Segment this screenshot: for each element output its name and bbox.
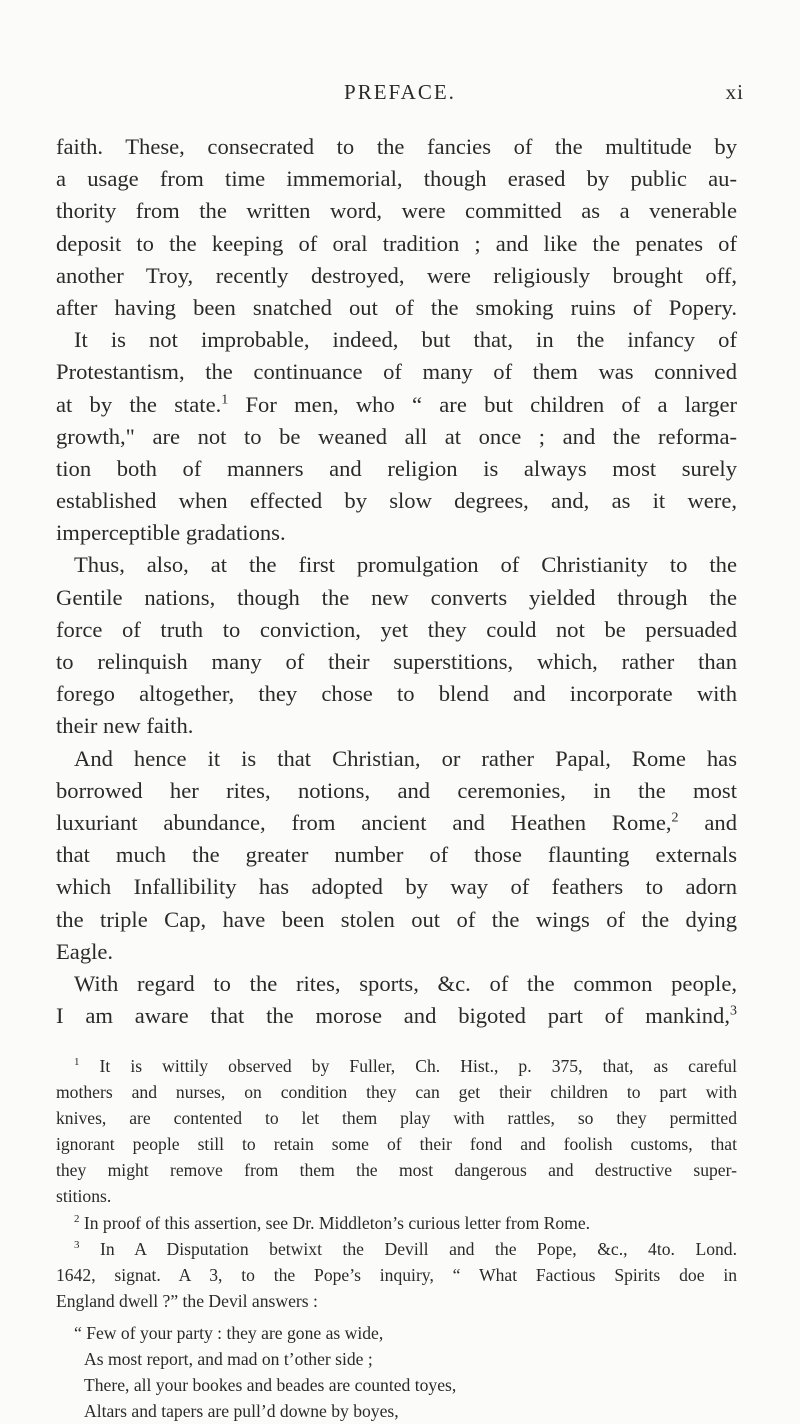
body-line: force of truth to conviction, yet they could not be persuaded bbox=[56, 616, 737, 642]
body-line bbox=[56, 1000, 737, 1032]
body-line: forego altogether, they chose to blend and incorporate with bbox=[56, 681, 737, 707]
body-line: which Infallibility has adopted by way of feathers to adorn bbox=[56, 874, 737, 900]
footnote-line: England dwell ?” the Devil answers : bbox=[56, 1290, 318, 1311]
footnote-number: 2 bbox=[74, 1212, 80, 1225]
body-line: Gentile nations, though the new converts yielded through the bbox=[56, 584, 737, 610]
body-line: It is not improbable, indeed, but that, in the infancy of bbox=[74, 327, 737, 353]
footnote-line: 1642, signat. A 3, to the Pope’s inquiry, “ What Factious Spirits doe in bbox=[56, 1264, 737, 1285]
body-line: deposit to the keeping of oral tradition ; and like the penates of bbox=[56, 230, 737, 256]
body-line: And hence it is that Christian, or rather Papal, Rome has bbox=[74, 745, 737, 771]
footnote-line: they might remove from them the most dangerous and destructive super- bbox=[56, 1160, 737, 1181]
footnote-line: ignorant people still to retain some of their fond and foolish customs, that bbox=[56, 1134, 737, 1155]
body-line: to relinquish many of their superstitions, which, rather than bbox=[56, 649, 737, 674]
running-head bbox=[0, 80, 800, 110]
body-line bbox=[56, 195, 737, 227]
body-line: borrowed her rites, notions, and ceremonies, in the most bbox=[56, 777, 737, 803]
body-line-text: at by the state. bbox=[56, 391, 222, 417]
footnote-line bbox=[56, 1236, 737, 1262]
footnote-text: In A Disputation betwixt the Devill and the Pope, &c., 4to. Lond. bbox=[100, 1238, 737, 1259]
footnote-marker: 3 bbox=[730, 1003, 737, 1019]
body-line: the triple Cap, have been stolen out of the wings of the dying bbox=[56, 906, 737, 932]
footnote-line: knives, are contented to let them play with rattles, so they permitted bbox=[56, 1108, 737, 1129]
body-line: another Troy, recently destroyed, were religiously brought off, bbox=[56, 262, 737, 288]
verse-line: As most report, and mad on t’other side ; bbox=[84, 1349, 373, 1370]
body-line bbox=[56, 389, 737, 421]
body-line-text: For men, who “ are but children of a larger bbox=[228, 391, 738, 417]
body-line: growth," are not to be weaned all at once ; and the reforma- bbox=[56, 423, 737, 449]
quoted-verse bbox=[56, 1320, 737, 1424]
footnotes bbox=[56, 1053, 737, 1424]
body-line: Thus, also, at the first promulgation of Christianity to the bbox=[74, 552, 737, 578]
footnote-line bbox=[56, 1053, 737, 1079]
footnote-line bbox=[56, 1210, 737, 1236]
body-line: Eagle. bbox=[56, 938, 114, 964]
body-line-text: luxuriant abundance, from ancient and Heathen Rome, bbox=[56, 809, 672, 835]
footnote-marker: 1 bbox=[221, 391, 229, 407]
verse-line: There, all your bookes and beades are counted toyes, bbox=[84, 1375, 457, 1396]
footnote-marker: 2 bbox=[671, 810, 679, 826]
body-text bbox=[56, 131, 737, 1032]
body-line-text: I am aware that the morose and bigoted part of mankind, bbox=[56, 1003, 730, 1029]
running-title: PREFACE. bbox=[344, 80, 456, 104]
footnote-line: stitions. bbox=[56, 1186, 112, 1207]
footnote-text: It is wittily observed by Fuller, Ch. Hist., p. 375, that, as careful bbox=[99, 1056, 737, 1076]
body-line: after having been snatched out of the smoking ruins of Popery. bbox=[56, 294, 737, 320]
footnote-number: 1 bbox=[74, 1056, 80, 1069]
body-line bbox=[56, 807, 737, 839]
body-line-text: and bbox=[678, 809, 737, 835]
footnote-line: mothers and nurses, on condition they can get their children to part with bbox=[56, 1082, 737, 1103]
body-line: tion both of manners and religion is always most surely bbox=[56, 455, 737, 481]
body-line: their new faith. bbox=[56, 713, 194, 739]
body-line: that much the greater number of those flaunting externals bbox=[56, 842, 737, 868]
footnote-number: 3 bbox=[74, 1238, 80, 1251]
verse-line: “ Few of your party : they are gone as wide, bbox=[74, 1322, 384, 1343]
body-line: established when effected by slow degrees, and, as it were, bbox=[56, 488, 737, 514]
body-line-text: thority from the written word, were committed as a venerable bbox=[56, 198, 737, 224]
body-line: imperceptible gradations. bbox=[56, 520, 286, 546]
body-line: Protestantism, the continuance of many of them was connived bbox=[56, 359, 737, 385]
body-line: With regard to the rites, sports, &c. of the common people, bbox=[74, 970, 737, 996]
verse-line: Altars and tapers are pull’d downe by boyes, bbox=[84, 1401, 399, 1422]
page-number: xi bbox=[725, 80, 744, 104]
body-line: faith. These, consecrated to the fancies of the multitude by bbox=[56, 134, 737, 159]
footnote-text: In proof of this assertion, see Dr. Middleton’s curious letter from Rome. bbox=[83, 1212, 591, 1233]
body-line: a usage from time immemorial, though erased by public au- bbox=[56, 166, 737, 192]
